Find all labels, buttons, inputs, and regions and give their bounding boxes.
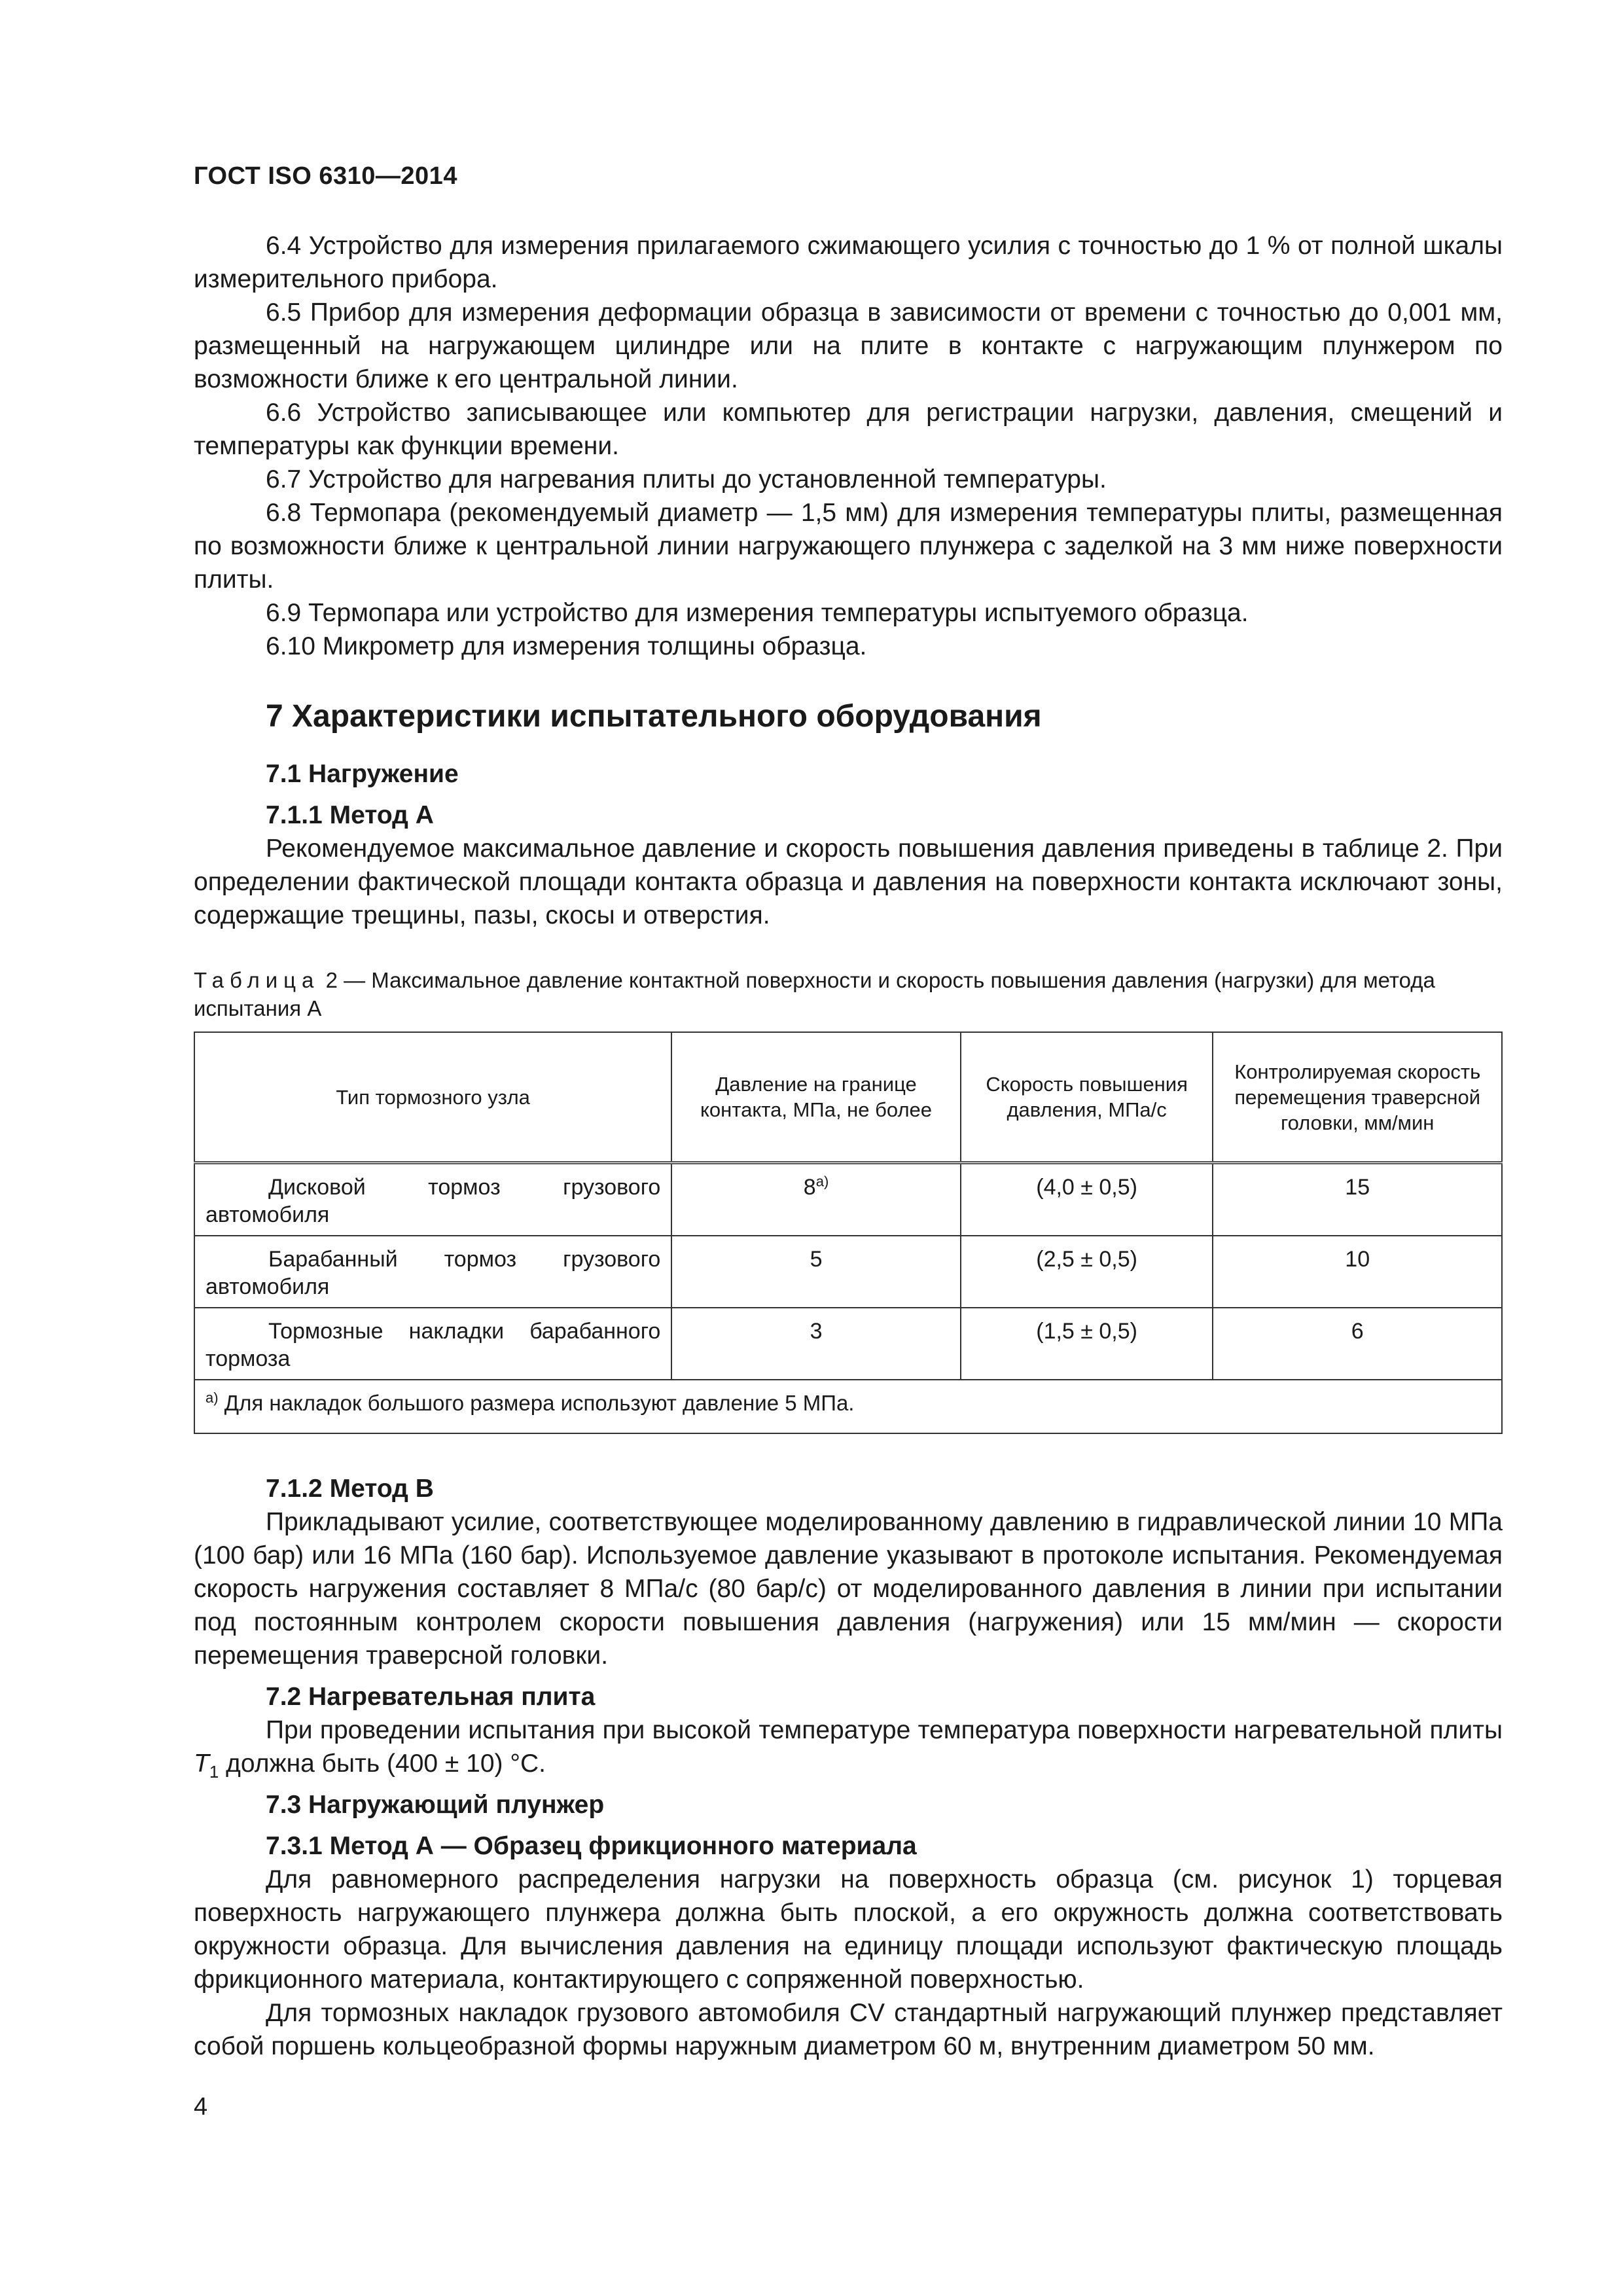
paragraph-7-1-1: Рекомендуемое максимальное давление и скорость повышения давления приведены в таблице 2. При определении фактической площади контакта образца и давления на поверхности контакта исключают зоны, содержащие трещины, пазы, скосы и отверстия. (194, 834, 1503, 929)
table-caption-label: Таблица (194, 968, 320, 992)
section-7-3-heading: 7.3 Нагружающий плунжер (266, 1791, 605, 1819)
document-code-header: ГОСТ ISO 6310—2014 (194, 162, 457, 190)
paragraph-6-10: 6.10 Микрометр для измерения толщины образца. (266, 632, 867, 660)
paragraph-6-4: 6.4 Устройство для измерения прилагаемого сжимающего усилия с точностью до 1 % от полной шкалы измерительного прибора. (194, 232, 1503, 293)
footnote-mark: а) (205, 1390, 219, 1406)
cell-speed: 10 (1213, 1236, 1502, 1308)
footnote-text: Для накладок большого размера используют давление 5 МПа. (218, 1391, 855, 1415)
cell-rate: (1,5 ± 0,5) (961, 1308, 1213, 1380)
paragraph-6-6: 6.6 Устройство записывающее или компьютер для регистрации нагрузки, давления, смещений и температуры как функции времени. (194, 399, 1503, 460)
cell-rate: (2,5 ± 0,5) (961, 1236, 1213, 1308)
temperature-subscript: 1 (209, 1761, 219, 1782)
table-footnote (194, 1380, 1502, 1433)
cell-speed: 6 (1213, 1308, 1502, 1380)
paragraph-6-5: 6.5 Прибор для измерения деформации образца в зависимости от времени с точностью до 0,001 мм, размещенный на нагружающем цилиндре или на плите в контакте с нагружающим плунжером по возможности ближе к его центральной линии. (194, 298, 1503, 393)
cell-speed: 15 (1213, 1163, 1502, 1236)
paragraph-7-3-1-b: Для тормозных накладок грузового автомобиля CV стандартный нагружающий плунжер представляет собой поршень кольцеобразной формы наружным диаметром 60 м, внутренним диаметром 50 мм. (194, 1999, 1503, 2060)
table-caption-text: 2 — Максимальное давление контактной поверхности и скорость повышения давления (нагрузки) для метода испытания А (194, 968, 1435, 1020)
cell-pressure: 5 (671, 1236, 961, 1308)
table-caption (194, 966, 1503, 1022)
cell-brake-type: Барабанный тормоз грузового автомобиля (194, 1236, 671, 1308)
paragraph-6-9: 6.9 Термопара или устройство для измерения температуры испытуемого образца. (266, 599, 1249, 627)
section-7-3-1-heading: 7.3.1 Метод А — Образец фрикционного материала (266, 1832, 917, 1860)
section-7-2-heading: 7.2 Нагревательная плита (266, 1683, 596, 1711)
section-7-1-1-heading: 7.1.1 Метод А (266, 801, 434, 829)
paragraph-7-3-1-a: Для равномерного распределения нагрузки на поверхность образца (см. рисунок 1) торцевая поверхность нагружающего плунжера должна быть плоской, а его окружность должна соответствовать окружности образца. Для вычисления давления на единицу площади используют фактическую площадь фрикционного материала, контактирующего с сопряженной поверхностью. (194, 1865, 1503, 1994)
page-number: 4 (194, 2093, 208, 2121)
paragraph-6-7: 6.7 Устройство для нагревания плиты до установленной температуры. (266, 465, 1107, 493)
section-7-1-heading: 7.1 Нагружение (266, 760, 459, 788)
table-footnote-row (194, 1380, 1502, 1433)
paragraph-7-1-2: Прикладывают усилие, соответствующее моделированному давлению в гидравлической линии 10 МПа (100 бар) или 16 МПа (160 бар). Используемое давление указывают в протоколе испытания. Рекомендуемая скорость нагружения составляет 8 МПа/с (80 бар/с) от моделированного давления в линии при испытании под постоянным контролем скорости повышения давления (нагружения) или 15 мм/мин — скорости перемещения траверсной головки. (194, 1508, 1503, 1670)
table-2 (194, 1031, 1503, 1434)
header-brake-type: Тип тормозного узла (194, 1032, 671, 1163)
table-row (194, 1308, 1502, 1380)
paragraph-7-2: При проведении испытания при высокой температуре температура поверхности нагревательной плиты $T_1$ должна быть (400 ± 10) °С. (194, 1716, 1503, 1782)
header-pressure-rate: Скорость повышения давления, МПа/с (961, 1032, 1213, 1163)
section-7-heading: 7 Характеристики испытательного оборудования (266, 699, 1042, 734)
header-crosshead-speed: Контролируемая скорость перемещения траверсной головки, мм/мин (1213, 1032, 1502, 1163)
section-7-1-2-heading: 7.1.2 Метод В (266, 1475, 434, 1503)
cell-brake-type: Дисковой тормоз грузового автомобиля (194, 1163, 671, 1236)
table-header-row (194, 1032, 1502, 1163)
paragraph-6-8: 6.8 Термопара (рекомендуемый диаметр — 1,5 мм) для измерения температуры плиты, размещенная по возможности ближе к центральной линии нагружающего плунжера с заделкой на 3 мм ниже поверхности плиты. (194, 499, 1503, 594)
table-row (194, 1163, 1502, 1236)
page-content (194, 229, 1503, 2063)
cell-rate: (4,0 ± 0,5) (961, 1163, 1213, 1236)
cell-pressure: 3 (671, 1308, 961, 1380)
cell-brake-type: Тормозные накладки барабанного тормоза (194, 1308, 671, 1380)
cell-pressure: $8^{а)}$ (671, 1163, 961, 1236)
header-contact-pressure: Давление на границе контакта, МПа, не более (671, 1032, 961, 1163)
temperature-variable: T (194, 1749, 209, 1778)
footnote-mark: а) (815, 1173, 829, 1190)
table-row (194, 1236, 1502, 1308)
